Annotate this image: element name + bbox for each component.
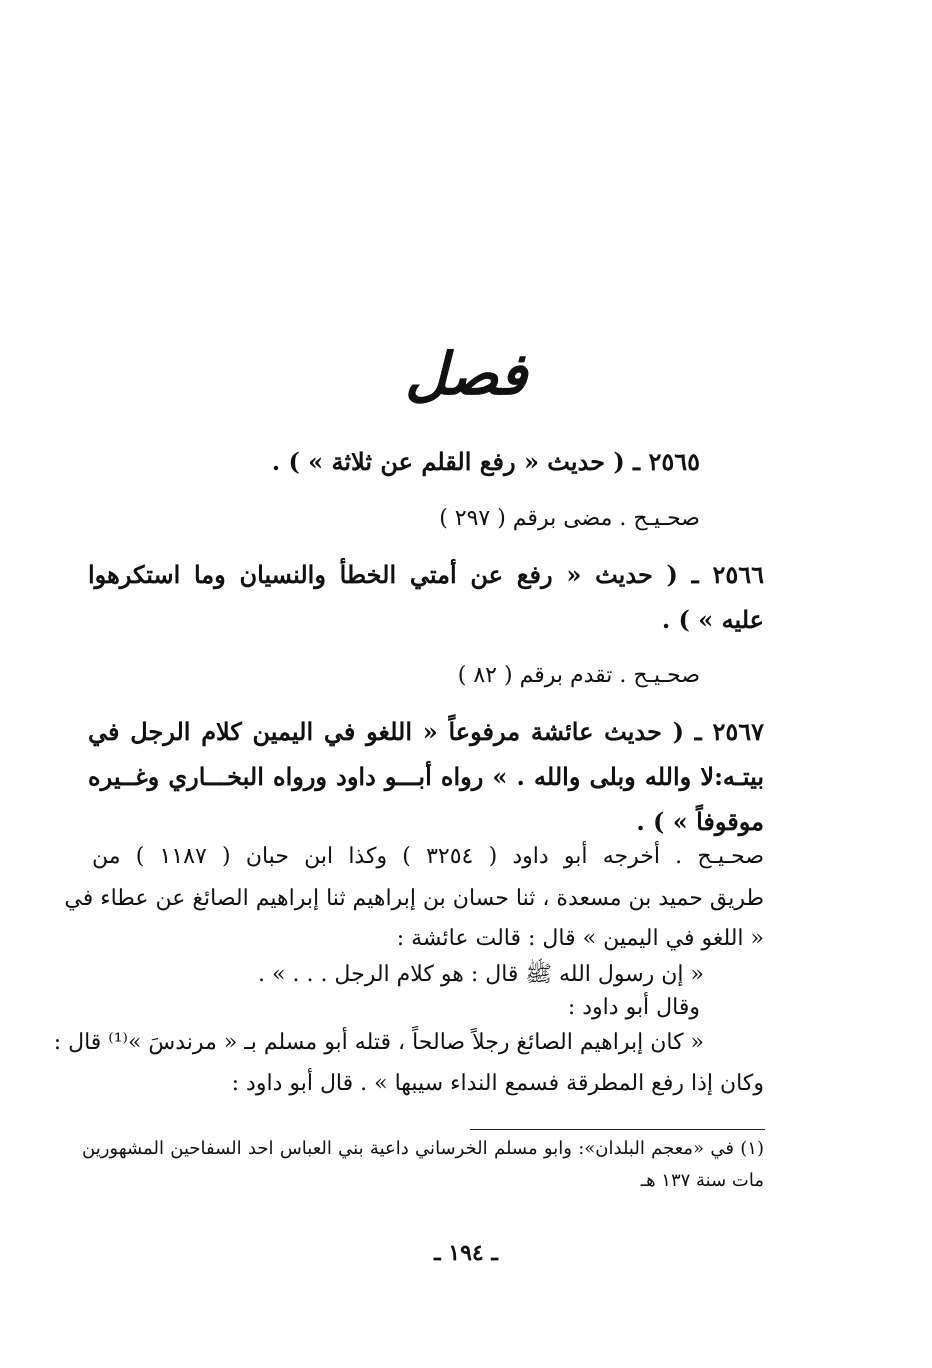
grading-2565: صحـيـح . مضى برقم ( ٢٩٧ ) xyxy=(439,506,700,531)
section-heading: فصل xyxy=(405,340,527,408)
takhrij-line-2: طريق حميد بن مسعدة ، ثنا حسان بن إبراهيم ثنا إبراهيم الصائغ عن عطاء في xyxy=(64,886,764,911)
page-number: ـ ١٩٤ ـ xyxy=(434,1240,498,1266)
footnote-line-2: مات سنة ١٣٧ هـ xyxy=(640,1170,764,1191)
hadith-2566-line-1: ٢٥٦٦ ـ ( حديث « رفع عن أمتي الخطأ والنسيان وما استكرهوا xyxy=(88,560,764,589)
takhrij-line-1: صحـيـح . أخرجه أبو داود ( ٣٢٥٤ ) وكذا ابن حبان ( ١١٨٧ ) من xyxy=(92,844,764,869)
hadith-2567-line-2: بيتـه:لا والله وبلى والله . » رواه أبـــو داود ورواه البخـــاري وغــيره xyxy=(88,762,764,791)
hadith-2567-line-3: موقوفاً » ) . xyxy=(636,807,764,836)
takhrij-line-7: وكان إذا رفع المطرقة فسمع النداء سيبها » . قال أبو داود : xyxy=(231,1071,764,1096)
footnote-line-1: (١) في «معجم البلدان»: وابو مسلم الخرساني داعية بني العباس احد السفاحين المشهورين xyxy=(82,1138,764,1159)
footnote-divider xyxy=(470,1129,765,1130)
takhrij-quote: « إن رسول الله ﷺ قال : هو كلام الرجل . . . » . xyxy=(258,962,704,987)
hadith-2565: ٢٥٦٥ ـ ( حديث « رفع القلم عن ثلاثة » ) . xyxy=(271,447,700,476)
hadith-2567-line-1: ٢٥٦٧ ـ ( حديث عائشة مرفوعاً « اللغو في اليمين كلام الرجل في xyxy=(88,717,764,746)
grading-2566: صحـيـح . تقدم برقم ( ٨٢ ) xyxy=(457,663,700,688)
hadith-2566-line-2: عليه » ) . xyxy=(661,605,764,634)
takhrij-line-3: « اللغو في اليمين » قال : قالت عائشة : xyxy=(396,926,764,951)
takhrij-abu-dawud: وقال أبو داود : xyxy=(567,995,700,1020)
takhrij-line-6: « كان إبراهيم الصائغ رجلاً صالحاً ، قتله أبو مسلم بـ « مرندسَ »⁽¹⁾ قال : xyxy=(53,1030,704,1055)
